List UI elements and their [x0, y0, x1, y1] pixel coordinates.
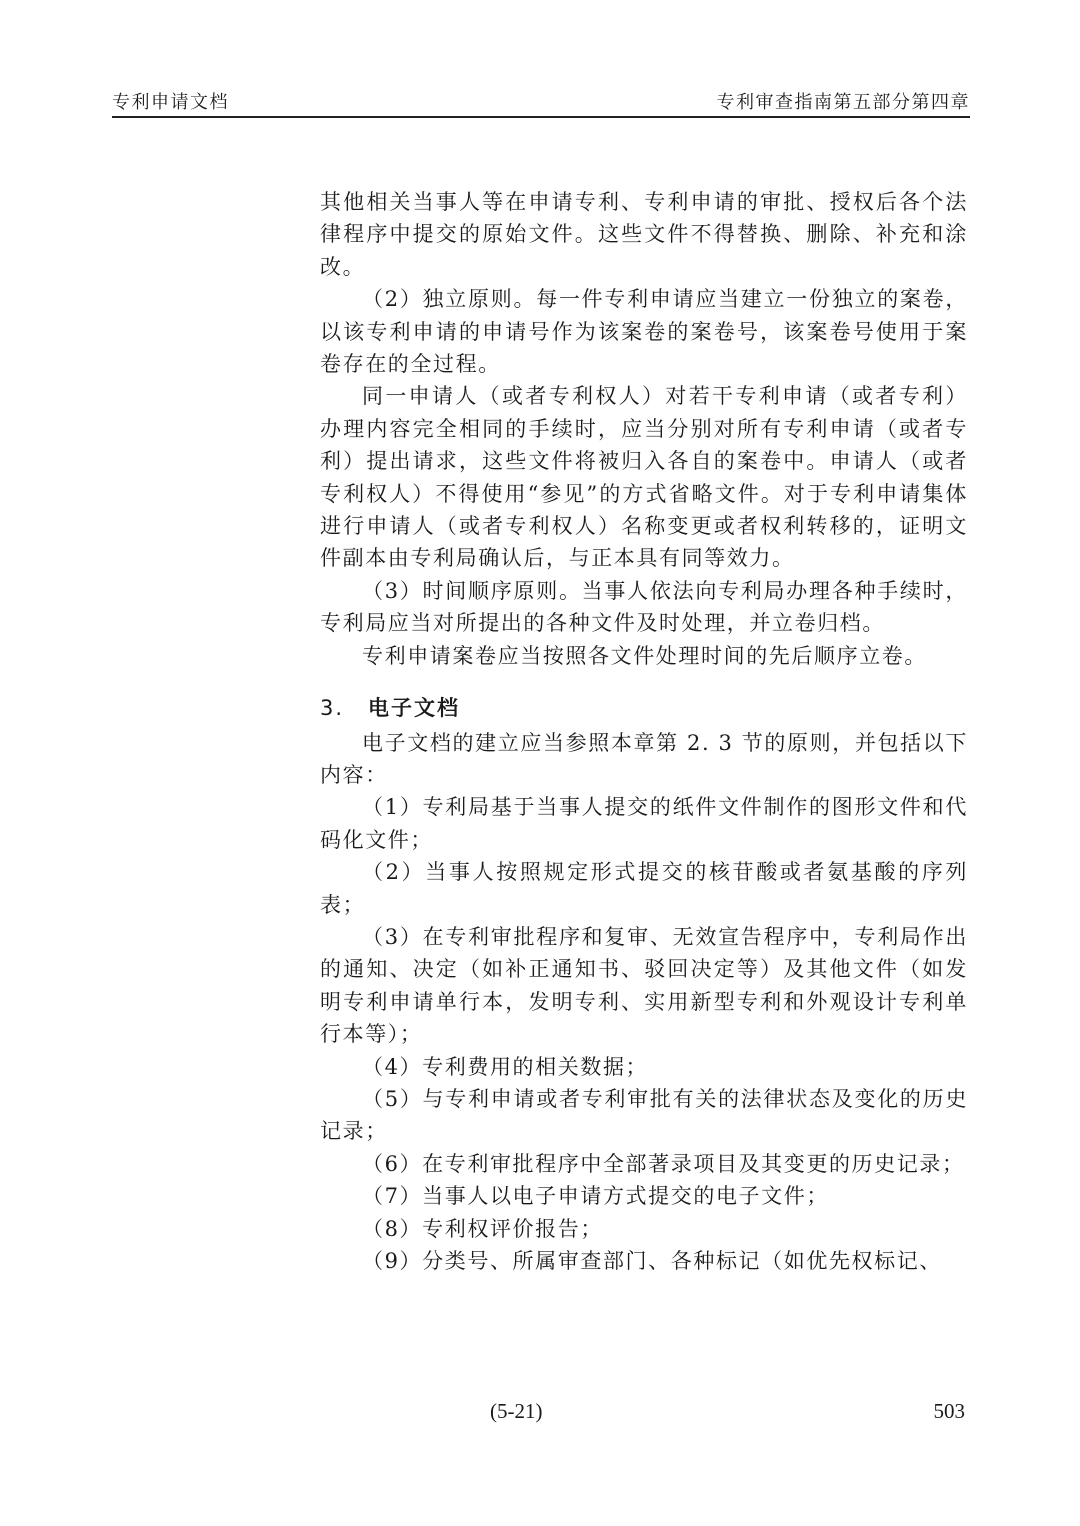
list-item: （1）专利局基于当事人提交的纸件文件制作的图形文件和代码化文件；: [320, 795, 968, 852]
list-item: （8）专利权评价报告；: [362, 1216, 603, 1241]
list-item: （7）当事人以电子申请方式提交的电子文件；: [362, 1184, 829, 1209]
page-body: [320, 186, 968, 1277]
paragraph: 同一申请人（或者专利权人）对若干专利申请（或者专利）办理内容完全相同的手续时，应当分别对所有专利申请（或者专利）提出请求，这些文件将被归入各自的案卷中。申请人（或者专利权人）不得使用“参见”的方式省略文件。对于专利申请集体进行申请人（或者专利权人）名称变更或者权利转移的，证明文件副本由专利局确认后，与正本具有同等效力。: [320, 384, 968, 571]
page-number: 503: [933, 1399, 965, 1423]
section-number: 3.: [320, 696, 345, 721]
list-item: （6）在专利审批程序中全部著录项目及其变更的历史记录；: [362, 1151, 965, 1176]
section-title: 电子文档: [368, 696, 460, 721]
section-page-code: (5-21): [490, 1399, 543, 1423]
paragraph: （3）时间顺序原则。当事人依法向专利局办理各种手续时，专利局应当对所提出的各种文件及时处理，并立卷归档。: [320, 578, 968, 636]
header-book-title: 专利申请文档: [112, 92, 229, 113]
list-item: （5）与专利申请或者专利审批有关的法律状态及变化的历史记录；: [320, 1086, 968, 1144]
running-header: [112, 86, 970, 118]
paragraph: （2）独立原则。每一件专利申请应当建立一份独立的案卷，以该专利申请的申请号作为该案卷的案卷号，该案卷号使用于案卷存在的全过程。: [320, 287, 968, 377]
header-chapter-title: 专利审查指南第五部分第四章: [716, 92, 970, 113]
paragraph: 专利申请案卷应当按照各文件处理时间的先后顺序立卷。: [362, 643, 927, 668]
paragraph: 其他相关当事人等在申请专利、专利申请的审批、授权后各个法律程序中提交的原始文件。这些文件不得替换、删除、补充和涂改。: [320, 190, 968, 279]
list-item: （2）当事人按照规定形式提交的核苷酸或者氨基酸的序列表；: [320, 860, 968, 917]
section-heading: [320, 692, 968, 724]
list-item: （9）分类号、所属审查部门、各种标记（如优先权标记、: [362, 1249, 942, 1273]
list-item: （3）在专利审批程序和复审、无效宣告程序中，专利局作出的通知、决定（如补正通知书、驳回决定等）及其他文件（如发明专利申请单行本，发明专利、实用新型专利和外观设计专利单行本等）；: [320, 924, 968, 1047]
list-item: （4）专利费用的相关数据；: [362, 1054, 649, 1079]
section-intro: 电子文档的建立应当参照本章第 2. 3 节的原则，并包括以下内容：: [320, 730, 968, 787]
